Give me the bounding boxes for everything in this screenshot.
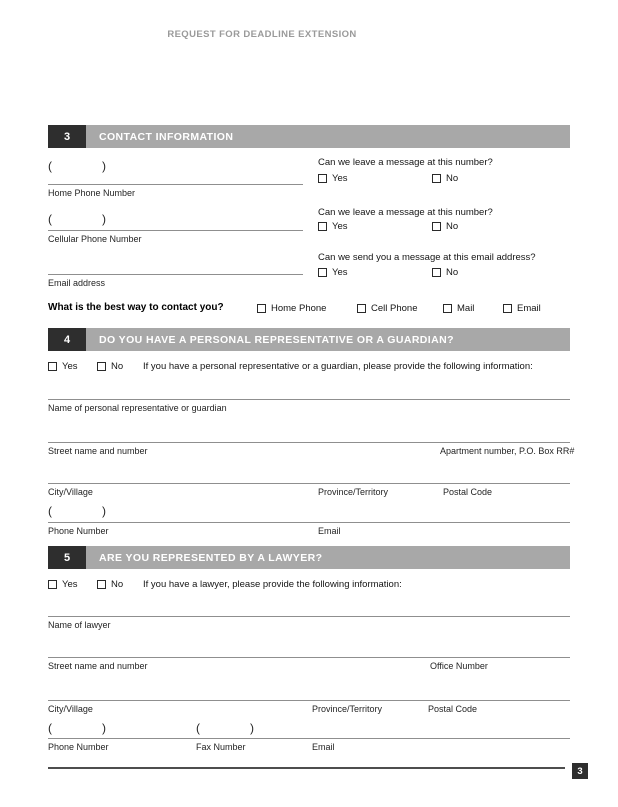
checkbox-icon[interactable]	[318, 268, 327, 277]
paren-open: (	[48, 212, 52, 226]
lawyer-name-line[interactable]	[48, 616, 570, 617]
cell-phone-label: Cellular Phone Number	[48, 234, 142, 244]
lawyer-street-label: Street name and number	[48, 661, 148, 671]
checkbox-icon[interactable]	[357, 304, 366, 313]
representative-no[interactable]	[97, 361, 123, 372]
paren-open: (	[48, 159, 52, 173]
checkbox-label: No	[446, 221, 459, 232]
representative-street-label: Street name and number	[48, 446, 148, 456]
checkbox-label: Yes	[332, 221, 348, 232]
checkbox-icon[interactable]	[318, 174, 327, 183]
representative-instruction: If you have a personal representative or a guardian, please provide the following information:	[143, 361, 533, 372]
paren-close: )	[102, 721, 106, 735]
home-phone-message-question: Can we leave a message at this number?	[318, 157, 493, 168]
checkbox-icon[interactable]	[97, 362, 106, 371]
paren-open: (	[48, 721, 52, 735]
home-phone-area-code-parens	[48, 159, 106, 173]
cell-phone-area-code-parens	[48, 212, 106, 226]
lawyer-city-label: City/Village	[48, 704, 93, 714]
checkbox-icon[interactable]	[48, 362, 57, 371]
best-way-mail[interactable]	[443, 303, 474, 314]
section-3-header	[48, 125, 570, 148]
checkbox-icon[interactable]	[432, 174, 441, 183]
lawyer-phone-parens	[48, 721, 106, 735]
checkbox-label: Yes	[62, 579, 78, 590]
doc-title: REQUEST FOR DEADLINE EXTENSION	[167, 29, 357, 40]
section-4-title: DO YOU HAVE A PERSONAL REPRESENTATIVE OR A GUARDIAN?	[99, 333, 454, 346]
lawyer-street-line[interactable]	[48, 657, 570, 658]
best-way-question: What is the best way to contact you?	[48, 302, 224, 313]
cell-phone-message-question: Can we leave a message at this number?	[318, 207, 493, 218]
lawyer-instruction: If you have a lawyer, please provide the following information:	[143, 579, 402, 590]
lawyer-fax-label: Fax Number	[196, 742, 246, 752]
section-5-number: 5	[48, 546, 86, 569]
cell-phone-message-yes[interactable]	[318, 221, 348, 232]
checkbox-label: No	[446, 173, 459, 184]
home-phone-input-line[interactable]	[48, 184, 303, 185]
section-3-title: CONTACT INFORMATION	[99, 130, 234, 143]
email-message-yes[interactable]	[318, 267, 348, 278]
section-5-title: ARE YOU REPRESENTED BY A LAWYER?	[99, 551, 323, 564]
checkbox-icon[interactable]	[432, 268, 441, 277]
checkbox-label: Mail	[457, 303, 475, 314]
representative-province-label: Province/Territory	[318, 487, 389, 497]
home-phone-message-no[interactable]	[432, 173, 458, 184]
section-4-number: 4	[48, 328, 86, 351]
lawyer-phone-line[interactable]	[48, 738, 570, 739]
representative-yes[interactable]	[48, 361, 78, 372]
checkbox-label: Yes	[332, 267, 348, 278]
checkbox-label: Home Phone	[271, 303, 327, 314]
representative-phone-line[interactable]	[48, 522, 570, 523]
best-way-cell-phone[interactable]	[357, 303, 417, 314]
representative-phone-label: Phone Number	[48, 526, 109, 536]
lawyer-email-label: Email	[312, 742, 335, 752]
lawyer-fax-parens	[196, 721, 254, 735]
footer-divider	[48, 767, 565, 769]
checkbox-label: Yes	[332, 173, 348, 184]
checkbox-label: No	[111, 579, 124, 590]
cell-phone-input-line[interactable]	[48, 230, 303, 231]
lawyer-no[interactable]	[97, 579, 123, 590]
home-phone-message-yes[interactable]	[318, 173, 348, 184]
home-phone-label: Home Phone Number	[48, 188, 136, 198]
representative-city-line[interactable]	[48, 483, 570, 484]
section-4-header	[48, 328, 570, 351]
lawyer-yes[interactable]	[48, 579, 78, 590]
lawyer-phone-label: Phone Number	[48, 742, 109, 752]
representative-name-line[interactable]	[48, 399, 570, 400]
representative-apartment-label: Apartment number, P.O. Box RR#	[440, 446, 575, 456]
representative-city-label: City/Village	[48, 487, 93, 497]
checkbox-icon[interactable]	[257, 304, 266, 313]
paren-close: )	[102, 212, 106, 226]
checkbox-icon[interactable]	[318, 222, 327, 231]
checkbox-icon[interactable]	[432, 222, 441, 231]
checkbox-icon[interactable]	[503, 304, 512, 313]
lawyer-city-line[interactable]	[48, 700, 570, 701]
paren-close: )	[250, 721, 254, 735]
email-message-no[interactable]	[432, 267, 458, 278]
checkbox-label: Email	[517, 303, 541, 314]
cell-phone-message-no[interactable]	[432, 221, 458, 232]
paren-close: )	[102, 504, 106, 518]
email-input-line[interactable]	[48, 274, 303, 275]
representative-phone-parens	[48, 504, 106, 518]
checkbox-icon[interactable]	[443, 304, 452, 313]
representative-name-label: Name of personal representative or guardian	[48, 403, 227, 413]
section-5-header	[48, 546, 570, 569]
checkbox-label: No	[446, 267, 459, 278]
checkbox-label: Yes	[62, 361, 78, 372]
representative-postal-label: Postal Code	[443, 487, 493, 497]
page-number-badge: 3	[572, 763, 588, 779]
representative-street-line[interactable]	[48, 442, 570, 443]
best-way-email[interactable]	[503, 303, 541, 314]
section-3-number: 3	[48, 125, 86, 148]
representative-email-label: Email	[318, 526, 341, 536]
best-way-home-phone[interactable]	[257, 303, 326, 314]
email-message-question: Can we send you a message at this email address?	[318, 252, 536, 263]
checkbox-label: No	[111, 361, 124, 372]
paren-close: )	[102, 159, 106, 173]
email-label: Email address	[48, 278, 106, 288]
lawyer-office-label: Office Number	[430, 661, 488, 671]
lawyer-postal-label: Postal Code	[428, 704, 478, 714]
checkbox-label: Cell Phone	[371, 303, 418, 314]
lawyer-province-label: Province/Territory	[312, 704, 383, 714]
checkbox-icon[interactable]	[48, 580, 57, 589]
lawyer-name-label: Name of lawyer	[48, 620, 111, 630]
checkbox-icon[interactable]	[97, 580, 106, 589]
paren-open: (	[48, 504, 52, 518]
paren-open: (	[196, 721, 200, 735]
